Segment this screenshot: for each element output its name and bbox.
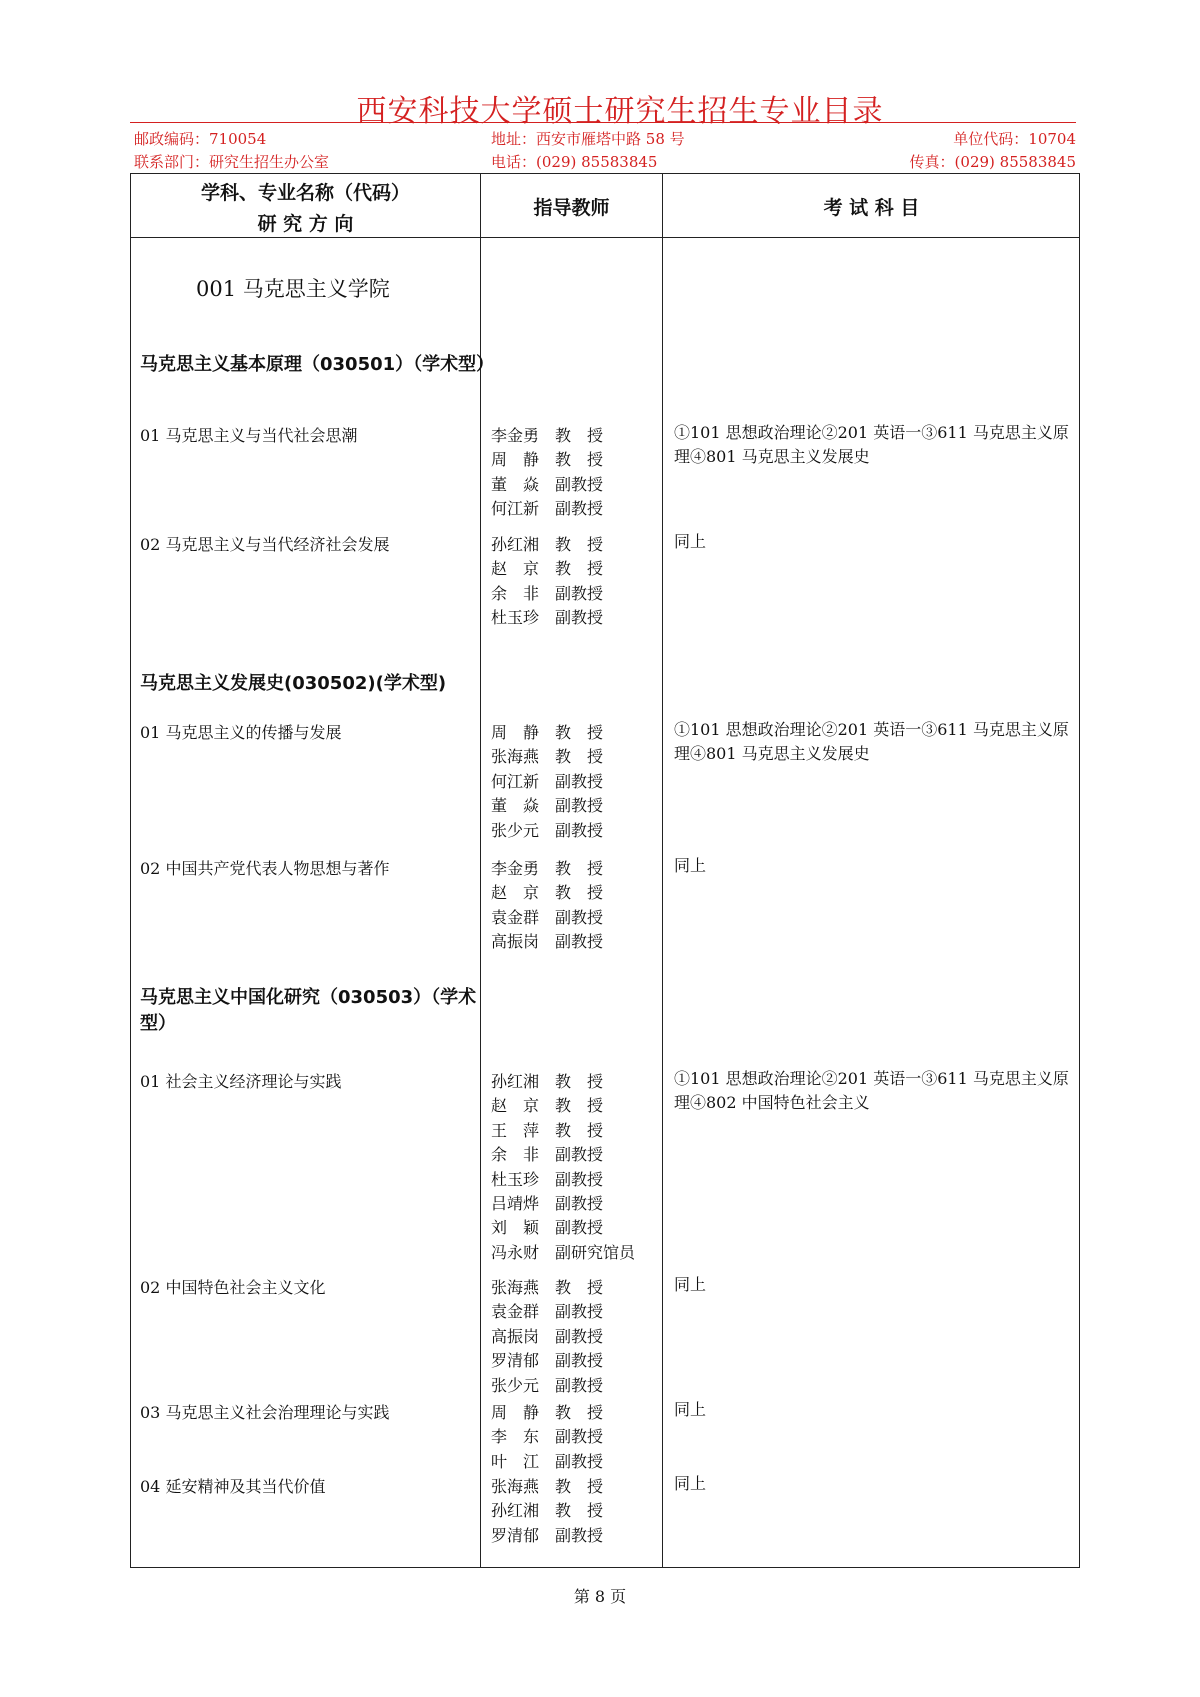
advisor-title: 教 授 — [555, 859, 604, 878]
major-name: 马克思主义发展史(030502)(学术型) — [140, 673, 447, 694]
advisor-title: 副教授 — [555, 1451, 604, 1471]
advisor-title: 副研究馆员 — [555, 1242, 636, 1262]
advisor-name: 周 静 — [491, 450, 540, 470]
advisor-title: 教 授 — [555, 1072, 604, 1091]
advisor-name: 赵 京 — [491, 883, 540, 903]
advisor-name: 何江新 — [491, 771, 540, 791]
advisor-name: 李金勇 — [491, 426, 540, 445]
advisor-row — [491, 532, 603, 555]
advisor-name: 孙红湘 — [491, 1072, 540, 1091]
header-exam: 考 试 科 目 — [823, 197, 920, 219]
advisor-title: 教 授 — [555, 723, 604, 742]
direction-label: 02 马克思主义与当代经济社会发展 — [140, 535, 390, 554]
advisor-row — [491, 818, 603, 841]
advisor-row — [491, 769, 603, 792]
fax: 传真：(029) 85583845 — [909, 153, 1076, 171]
major-name: 马克思主义基本原理（030501）（学术型） — [140, 354, 495, 375]
department-name: 001 马克思主义学院 — [196, 277, 390, 301]
advisor-title: 副教授 — [555, 771, 604, 791]
advisor-row — [491, 1498, 603, 1521]
postcode: 邮政编码：710054 — [134, 130, 267, 148]
advisor-name: 罗清郁 — [491, 1525, 540, 1545]
exam-subjects: ①101 思想政治理论②201 英语一③611 马克思主义原理④801 马克思主义发展史 — [674, 423, 1069, 466]
advisor-title: 教 授 — [555, 747, 604, 767]
advisor-title: 副教授 — [555, 932, 604, 952]
exam-subjects: 同上 — [674, 1275, 707, 1294]
exam-subjects: 同上 — [674, 1400, 707, 1419]
advisor-name: 高振岗 — [491, 932, 540, 952]
advisor-name: 刘 颖 — [491, 1218, 540, 1238]
advisor-title: 教 授 — [555, 1403, 604, 1422]
advisor-name: 袁金群 — [491, 907, 540, 927]
advisor-title: 副教授 — [555, 1194, 604, 1213]
advisor-title: 教 授 — [555, 535, 604, 554]
exam-subjects: ①101 思想政治理论②201 英语一③611 马克思主义原理④801 马克思主义发展史 — [674, 720, 1069, 763]
advisor-title: 教 授 — [555, 559, 604, 579]
advisor-row — [491, 496, 603, 519]
advisor-title: 副教授 — [555, 1326, 604, 1346]
column-divider — [662, 174, 663, 1567]
advisor-name: 高振岗 — [491, 1326, 540, 1346]
advisor-name: 余 非 — [491, 1145, 540, 1165]
advisor-row — [491, 880, 603, 903]
advisor-title: 副教授 — [555, 474, 604, 494]
advisor-row — [491, 581, 603, 604]
advisor-name: 袁金群 — [491, 1302, 540, 1322]
advisor-title: 副教授 — [555, 499, 604, 519]
advisor-row — [491, 1373, 603, 1396]
advisor-row — [491, 472, 603, 495]
advisor-name: 张海燕 — [491, 747, 540, 767]
advisor-name: 张海燕 — [491, 1278, 540, 1297]
advisor-name: 赵 京 — [491, 1096, 540, 1116]
advisor-name: 周 静 — [491, 1403, 540, 1422]
contact-dept: 联系部门：研究生招生办公室 — [134, 153, 330, 171]
header-subject: 学科、专业名称（代码） — [200, 182, 410, 204]
advisor-row — [491, 1069, 603, 1092]
major-name: 马克思主义中国化研究（030503）（学术型） — [140, 987, 477, 1034]
advisor-row — [491, 556, 603, 579]
advisor-row — [491, 605, 603, 628]
advisor-row — [491, 905, 603, 928]
advisor-title: 副教授 — [555, 1169, 604, 1189]
advisor-name: 王 萍 — [491, 1120, 540, 1140]
advisor-title: 副教授 — [555, 608, 604, 628]
advisor-title: 教 授 — [555, 1278, 604, 1297]
advisor-row — [491, 1299, 603, 1322]
address: 地址：西安市雁塔中路 58 号 — [491, 130, 685, 148]
advisor-row — [491, 1093, 603, 1116]
advisor-name: 余 非 — [491, 583, 540, 603]
advisor-title: 副教授 — [555, 796, 604, 816]
advisor-row — [491, 1240, 635, 1263]
advisor-name: 赵 京 — [491, 559, 540, 579]
direction-label: 01 马克思主义的传播与发展 — [140, 723, 342, 742]
document-title: 西安科技大学硕士研究生招生专业目录 — [356, 94, 884, 129]
advisor-title: 副教授 — [555, 1427, 604, 1447]
page-number: 第 8 页 — [573, 1587, 627, 1606]
direction-label: 02 中国共产党代表人物思想与著作 — [140, 859, 390, 878]
advisor-row — [491, 744, 603, 767]
advisor-row — [491, 1142, 603, 1165]
advisor-row — [491, 1523, 603, 1546]
advisor-name: 李 东 — [491, 1427, 540, 1447]
header-direction: 研 究 方 向 — [257, 213, 354, 235]
advisor-row — [491, 856, 603, 879]
advisor-name: 李金勇 — [491, 859, 540, 878]
advisor-title: 副教授 — [555, 907, 604, 927]
advisor-row — [491, 1474, 603, 1497]
advisor-name: 罗清郁 — [491, 1351, 540, 1371]
advisor-name: 张少元 — [491, 1375, 540, 1395]
advisor-name: 吕靖烨 — [491, 1194, 540, 1213]
advisor-name: 叶 江 — [491, 1451, 540, 1471]
advisor-title: 副教授 — [555, 583, 604, 603]
advisor-title: 副教授 — [555, 1351, 604, 1371]
advisor-row — [491, 423, 603, 446]
advisor-name: 张少元 — [491, 820, 540, 840]
advisor-name: 孙红湘 — [491, 535, 540, 554]
phone: 电话：(029) 85583845 — [491, 153, 658, 171]
advisor-title: 副教授 — [555, 820, 604, 840]
advisor-row — [491, 447, 603, 470]
title-divider — [130, 122, 1076, 123]
direction-label: 02 中国特色社会主义文化 — [140, 1278, 326, 1297]
header-divider — [131, 237, 1079, 238]
advisor-title: 教 授 — [555, 1501, 604, 1521]
advisor-name: 董 焱 — [491, 474, 540, 494]
advisor-title: 副教授 — [555, 1145, 604, 1165]
advisor-title: 副教授 — [555, 1375, 604, 1395]
advisor-row — [491, 1191, 603, 1214]
advisor-name: 杜玉珍 — [491, 608, 540, 628]
advisor-title: 副教授 — [555, 1302, 604, 1322]
advisor-name: 何江新 — [491, 499, 540, 519]
advisor-row — [491, 1324, 603, 1347]
advisor-row — [491, 793, 603, 816]
exam-subjects: 同上 — [674, 532, 707, 551]
advisor-title: 教 授 — [555, 1096, 604, 1116]
advisor-row — [491, 1167, 603, 1190]
advisor-title: 教 授 — [555, 426, 604, 445]
header-advisor: 指导教师 — [533, 197, 610, 219]
exam-subjects: ①101 思想政治理论②201 英语一③611 马克思主义原理④802 中国特色社会主义 — [674, 1069, 1069, 1112]
unit-code: 单位代码：10704 — [953, 130, 1076, 148]
advisor-name: 董 焱 — [491, 796, 540, 816]
advisor-row — [491, 929, 603, 952]
direction-label: 01 马克思主义与当代社会思潮 — [140, 426, 358, 445]
advisor-title: 副教授 — [555, 1525, 604, 1545]
advisor-title: 副教授 — [555, 1218, 604, 1238]
advisor-row — [491, 1275, 603, 1298]
advisor-row — [491, 1449, 603, 1472]
advisor-row — [491, 1348, 603, 1371]
advisor-row — [491, 1400, 603, 1423]
exam-subjects: 同上 — [674, 856, 707, 875]
advisor-name: 杜玉珍 — [491, 1169, 540, 1189]
advisor-name: 周 静 — [491, 723, 540, 742]
direction-label: 03 马克思主义社会治理理论与实践 — [140, 1403, 390, 1422]
advisor-row — [491, 1424, 603, 1447]
advisor-title: 教 授 — [555, 1477, 604, 1496]
advisor-row — [491, 1118, 603, 1141]
direction-label: 01 社会主义经济理论与实践 — [140, 1072, 342, 1091]
direction-label: 04 延安精神及其当代价值 — [140, 1477, 326, 1496]
advisor-title: 教 授 — [555, 1120, 604, 1140]
column-divider — [480, 174, 481, 1567]
advisor-row — [491, 720, 603, 743]
advisor-name: 张海燕 — [491, 1477, 540, 1496]
advisor-row — [491, 1215, 603, 1238]
advisor-name: 冯永财 — [491, 1242, 540, 1262]
advisor-title: 教 授 — [555, 450, 604, 470]
advisor-title: 教 授 — [555, 883, 604, 903]
exam-subjects: 同上 — [674, 1474, 707, 1493]
advisor-name: 孙红湘 — [491, 1501, 540, 1521]
